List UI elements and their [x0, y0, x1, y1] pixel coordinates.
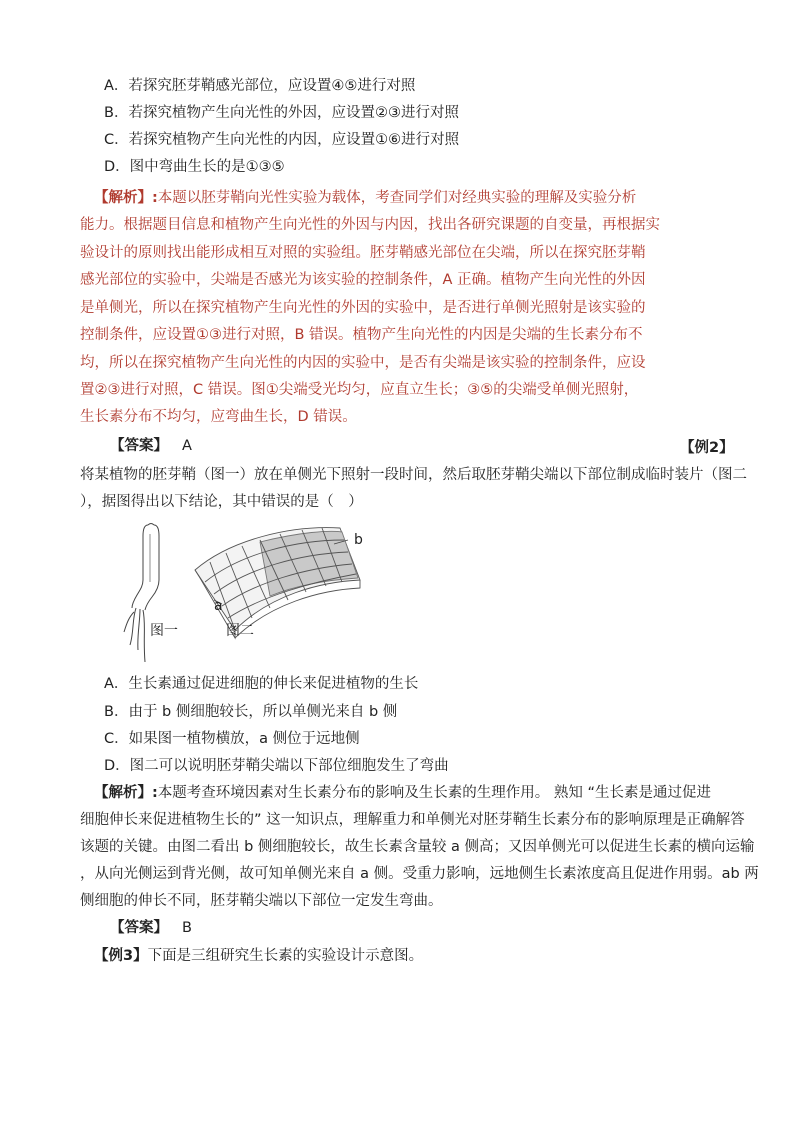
q1-option-b: B．若探究植物产生向光性的外因，应设置②③进行对照 — [104, 105, 459, 121]
q1-analysis-label: 【解析】: — [94, 190, 158, 206]
q2-option-d: D．图二可以说明胚芽鞘尖端以下部位细胞发生了弯曲 — [104, 758, 449, 774]
q1-analysis-line-7: 均，所以在探究植物产生向光性的内因的实验中，是否有尖端是该实验的控制条件，应设 — [80, 355, 646, 371]
q1-answer-value: A — [182, 438, 192, 454]
q2-analysis-line-2: 细胞伸长来促进植物生长的” 这一知识点，理解重力和单侧光对胚芽鞘生长素分布的影响原理是正确解答 — [80, 812, 745, 828]
q2-tag: 【例2】 — [680, 440, 734, 456]
q2-option-c: C．如果图一植物横放，a 侧位于远地侧 — [104, 731, 360, 747]
q1-answer-label: 【答案】 — [110, 438, 168, 454]
q1-analysis-line-9: 生长素分布不均匀，应弯曲生长，D 错误。 — [80, 409, 357, 425]
q2-stem-line-2: ），据图得出以下结论，其中错误的是（ ） — [80, 494, 363, 510]
coleoptile-illustration — [110, 520, 370, 670]
coleoptile-figure — [110, 520, 370, 670]
q2-answer-label: 【答案】 — [110, 920, 168, 936]
q1-option-a: A．若探究胚芽鞘感光部位，应设置④⑤进行对照 — [104, 78, 416, 94]
figure-label-a: a — [214, 598, 223, 614]
q1-analysis-line-4: 感光部位的实验中，尖端是否感光为该实验的控制条件，A 正确。植物产生向光性的外因 — [80, 272, 646, 288]
q2-analysis-line-3: 该题的关键。由图二看出 b 侧细胞较长，故生长素含量较 a 侧高；又因单侧光可以促进生长素的横向运输 — [80, 839, 755, 855]
q1-answer — [110, 436, 192, 456]
q3-text: 下面是三组研究生长素的实验设计示意图。 — [147, 948, 424, 964]
figure-2-caption: 图二 — [226, 623, 254, 639]
q2-analysis-line-5: 侧细胞的伸长不同，胚芽鞘尖端以下部位一定发生弯曲。 — [80, 893, 443, 909]
q2-option-b: B．由于 b 侧细胞较长，所以单侧光来自 b 侧 — [104, 704, 398, 720]
q1-option-c: C．若探究植物产生向光性的内因，应设置①⑥进行对照 — [104, 132, 460, 148]
q2-analysis-line-4: ，从向光侧运到背光侧，故可知单侧光来自 a 侧。受重力影响，远地侧生长素浓度高且促进作用弱。ab 两 — [80, 866, 759, 882]
q1-analysis-line-2: 能力。根据题目信息和植物产生向光性的外因与内因，找出各研究课题的自变量，再根据实 — [80, 217, 660, 233]
q2-answer — [110, 918, 192, 938]
q1-analysis-line-8: 置②③进行对照，C 错误。图①尖端受光均匀，应直立生长；③⑤的尖端受单侧光照射， — [80, 382, 639, 398]
q2-answer-value: B — [182, 920, 192, 936]
q3-tag: 【例3】 — [94, 948, 148, 964]
q1-analysis-line-6: 控制条件，应设置①③进行对照，B 错误。植物产生向光性的内因是尖端的生长素分布不 — [80, 327, 643, 343]
q2-analysis-label: 【解析】: — [94, 785, 158, 801]
cell-sheet-drawing — [195, 528, 360, 638]
coleoptile-drawing — [124, 524, 159, 663]
q3-line — [94, 946, 423, 966]
q1-option-d: D．图中弯曲生长的是①③⑤ — [104, 159, 285, 175]
q2-stem-line-1: 将某植物的胚芽鞘（图一）放在单侧光下照射一段时间，然后取胚芽鞘尖端以下部位制成临时装片（图二 — [80, 467, 747, 483]
figure-1-caption: 图一 — [150, 623, 178, 639]
figure-label-b: b — [354, 532, 363, 548]
q2-option-a: A．生长素通过促进细胞的伸长来促进植物的生长 — [104, 676, 419, 692]
q1-analysis-line-3: 验设计的原则找出能形成相互对照的实验组。胚芽鞘感光部位在尖端，所以在探究胚芽鞘 — [80, 245, 646, 261]
q1-analysis-line-1: 【解析】:本题以胚芽鞘向光性实验为载体，考查同学们对经典实验的理解及实验分析 — [94, 190, 637, 206]
q1-analysis-line-5: 是单侧光，所以在探究植物产生向光性的外因的实验中，是否进行单侧光照射是该实验的 — [80, 300, 646, 316]
q2-analysis-line-1: 【解析】:本题考查环境因素对生长素分布的影响及生长素的生理作用。 熟知 “生长素是通过促进 — [94, 785, 712, 801]
